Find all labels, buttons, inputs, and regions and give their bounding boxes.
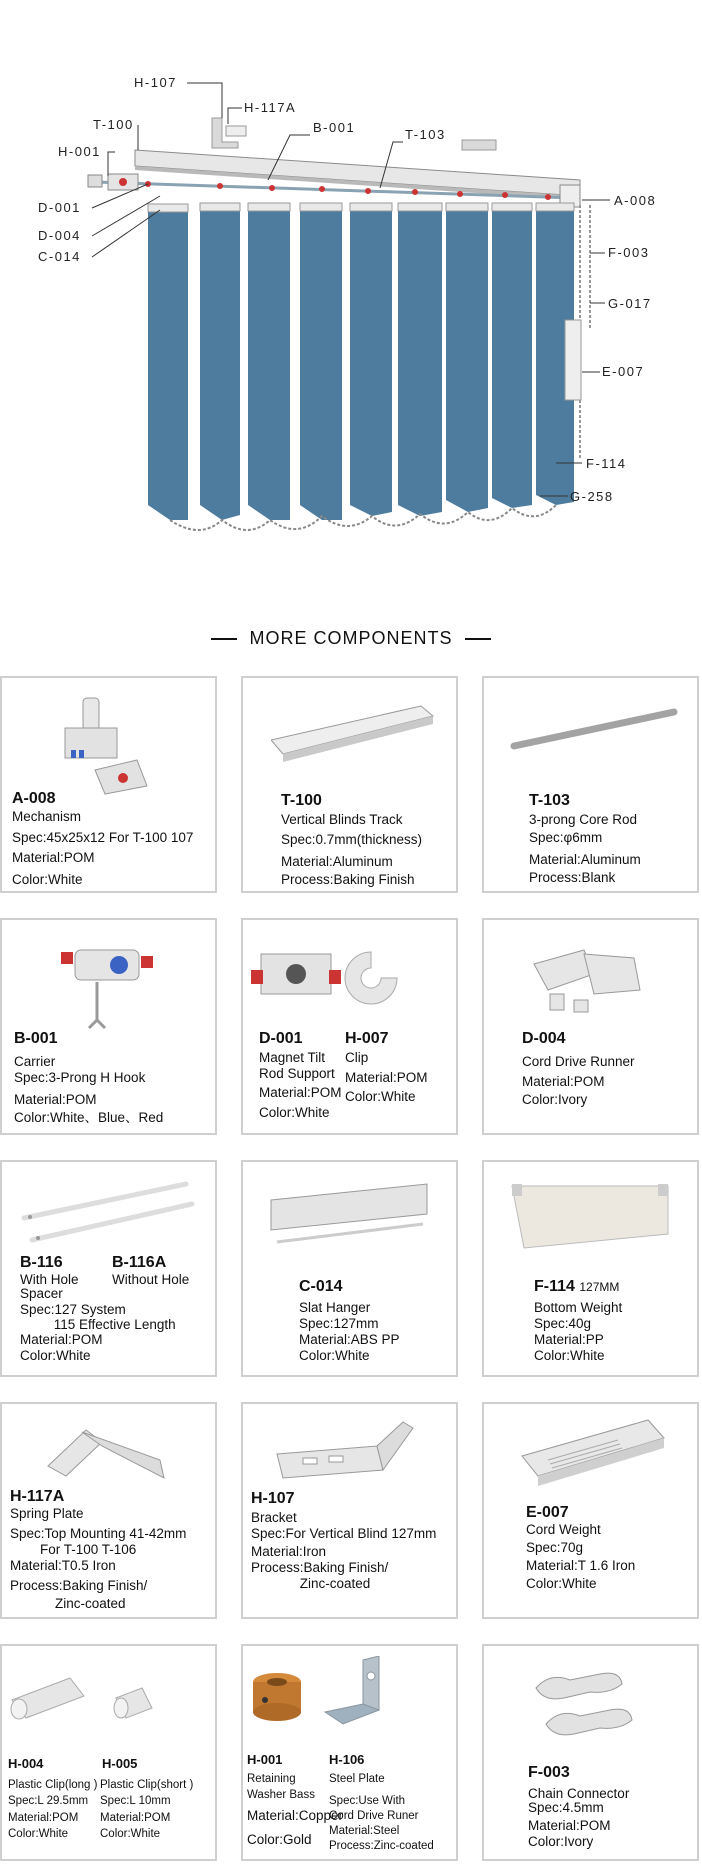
tilt-rod-support-image	[251, 940, 341, 1012]
plastic-clip-short-image	[110, 1678, 160, 1722]
component-card-h-004-h-005	[0, 1644, 217, 1861]
card-code: B-116	[20, 1254, 63, 1271]
card-line: Slat Hanger	[299, 1300, 371, 1315]
card-line: Spec:4.5mm	[528, 1800, 604, 1815]
label-e-007: E-007	[602, 364, 645, 379]
card-line: Vertical Blinds Track	[281, 812, 403, 827]
card-line: Spec:127mm	[299, 1316, 379, 1331]
card-line: Bracket	[251, 1510, 297, 1525]
card-line: Without Hole	[112, 1272, 190, 1287]
spring-plate-image	[42, 1416, 182, 1496]
card-line: Color:White	[299, 1348, 370, 1363]
card-code: H-107	[251, 1490, 295, 1507]
card-line: Spec:L 29.5mm	[8, 1795, 89, 1807]
label-d-004: D-004	[38, 228, 81, 243]
card-line: Color:Ivory	[522, 1092, 588, 1107]
component-card-a-008	[0, 676, 217, 893]
blind-assembly-illustration	[0, 0, 702, 600]
card-code-secondary: H-005	[102, 1756, 138, 1771]
card-line: Mechanism	[12, 809, 82, 824]
card-line: Material:POM	[8, 1812, 79, 1824]
mechanism-image	[57, 690, 157, 800]
label-c-014: C-014	[38, 249, 81, 264]
component-card-c-014	[241, 1160, 458, 1377]
component-card-e-007	[482, 1402, 699, 1619]
label-b-001: B-001	[313, 120, 356, 135]
card-line: Material:Steel	[329, 1825, 400, 1837]
card-line: Color:White	[8, 1828, 69, 1840]
clip-image	[341, 948, 401, 1008]
card-line: Process:Baking Finish	[281, 872, 415, 887]
card-code: A-008	[12, 790, 56, 807]
card-line: Spec:φ6mm	[529, 830, 603, 845]
cord-drive-runner-image	[524, 934, 654, 1024]
card-line: Spacer	[20, 1286, 63, 1301]
card-line: Spec:45x25x12 For T-100 107	[12, 830, 194, 845]
card-code: E-007	[526, 1504, 569, 1521]
card-size-suffix: 127MM	[579, 1280, 620, 1294]
component-card-d-001-h-007	[241, 918, 458, 1135]
label-h-001: H-001	[58, 144, 101, 159]
chain-connector-image	[530, 1664, 640, 1744]
card-line: Zinc-coated	[251, 1576, 371, 1591]
card-line: Cord Drive Runer	[329, 1810, 419, 1822]
card-line: Washer Bass	[247, 1789, 315, 1801]
card-line: Process:Zinc-coated	[329, 1840, 434, 1852]
card-line: 3-prong Core Rod	[529, 812, 638, 827]
component-card-b-116	[0, 1160, 217, 1377]
card-line: Spec:40g	[534, 1316, 592, 1331]
card-line: Color:Gold	[247, 1832, 312, 1847]
card-code: B-001	[14, 1030, 58, 1047]
card-line: Material:POM	[528, 1818, 611, 1833]
component-card-h-107	[241, 1402, 458, 1619]
card-code-secondary: H-106	[329, 1752, 365, 1767]
card-code: T-100	[281, 792, 322, 809]
card-line: Material:POM	[100, 1812, 171, 1824]
card-line: Color:White	[526, 1576, 597, 1591]
card-line: Material:POM	[20, 1332, 103, 1347]
section-title	[0, 628, 702, 649]
card-line: Clip	[345, 1050, 369, 1065]
card-line: Zinc-coated	[10, 1596, 126, 1611]
component-card-h-117a	[0, 1402, 217, 1619]
plastic-clip-long-image	[8, 1670, 88, 1720]
card-code-secondary: H-007	[345, 1030, 389, 1047]
label-f-003: F-003	[608, 245, 650, 260]
section-title-text: MORE COMPONENTS	[249, 628, 453, 648]
label-g-258: G-258	[570, 489, 614, 504]
card-code: H-004	[8, 1756, 44, 1771]
component-card-f-114	[482, 1160, 699, 1377]
card-line: Plastic Clip(short )	[100, 1779, 194, 1791]
spacer-image	[18, 1180, 198, 1250]
component-card-h-001-h-106	[241, 1644, 458, 1861]
card-line: Material:POM	[12, 850, 95, 865]
card-code: T-103	[529, 792, 570, 809]
card-line: Cord Weight	[526, 1522, 601, 1537]
card-line: Material:Aluminum	[281, 854, 393, 869]
card-line: Material:Iron	[251, 1544, 327, 1559]
label-g-017: G-017	[608, 296, 652, 311]
label-a-008: A-008	[614, 193, 657, 208]
card-line: Material:POM	[522, 1074, 605, 1089]
core-rod-image	[510, 706, 680, 756]
card-line: Color:White	[100, 1828, 161, 1840]
title-rule-left	[211, 638, 237, 640]
retaining-washer-image	[247, 1666, 307, 1726]
label-d-001: D-001	[38, 200, 81, 215]
bracket-image	[273, 1414, 423, 1494]
title-rule-right	[465, 638, 491, 640]
card-line: Spring Plate	[10, 1506, 84, 1521]
card-line: Carrier	[14, 1054, 56, 1069]
card-line: Material:Copper	[247, 1808, 344, 1823]
card-line: Plastic Clip(long )	[8, 1779, 98, 1791]
card-line: Material:POM	[345, 1070, 428, 1085]
card-line: Spec:70g	[526, 1540, 584, 1555]
slats	[148, 208, 574, 520]
card-line: Material:T 1.6 Iron	[526, 1558, 636, 1573]
card-line: Spec:127 System	[20, 1302, 126, 1317]
card-line: For T-100 T-106	[10, 1542, 137, 1557]
label-t-103: T-103	[405, 127, 446, 142]
track-image	[271, 700, 436, 770]
card-line: Spec:Use With	[329, 1795, 406, 1807]
card-code: H-001	[247, 1752, 283, 1767]
card-code	[534, 1278, 619, 1296]
card-code: D-001	[259, 1030, 303, 1047]
card-line: Steel Plate	[329, 1773, 385, 1785]
card-line: Retaining	[247, 1773, 296, 1785]
card-line: Color:White	[20, 1348, 91, 1363]
card-line: Cord Drive Runner	[522, 1054, 635, 1069]
card-line: Process:Blank	[529, 870, 616, 885]
card-line: Chain Connector	[528, 1786, 630, 1801]
component-card-d-004	[482, 918, 699, 1135]
card-code: C-014	[299, 1278, 343, 1295]
component-card-b-001	[0, 918, 217, 1135]
card-code: H-117A	[10, 1488, 65, 1505]
card-code-secondary: B-116A	[112, 1254, 167, 1271]
card-line: Material:PP	[534, 1332, 604, 1347]
slat-hanger-image	[267, 1180, 437, 1250]
card-line: Color:White	[534, 1348, 605, 1363]
carrier-image	[57, 930, 167, 1030]
card-code: F-003	[528, 1764, 570, 1781]
bottom-weight-image	[508, 1182, 678, 1252]
label-h-117a: H-117A	[244, 100, 297, 115]
card-line: Material:POM	[259, 1085, 342, 1100]
card-line: Material:T0.5 Iron	[10, 1558, 116, 1573]
component-card-t-100	[241, 676, 458, 893]
card-line: With Hole	[20, 1272, 79, 1287]
card-line: Rod Support	[259, 1066, 335, 1081]
card-line: 115 Effective Length	[20, 1317, 176, 1332]
card-line: Spec:Top Mounting 41-42mm	[10, 1526, 187, 1541]
card-line: Color:White	[259, 1105, 330, 1120]
card-line: Spec:L 10mm	[100, 1795, 171, 1807]
card-line: Color:White、Blue、Red	[14, 1110, 164, 1125]
card-line: Color:Ivory	[528, 1834, 594, 1849]
card-line: Process:Baking Finish/	[251, 1560, 389, 1575]
steel-plate-image	[323, 1656, 403, 1736]
card-line: Color:White	[12, 872, 83, 887]
card-line: Spec:0.7mm(thickness)	[281, 832, 423, 847]
vertical-blind-diagram	[0, 0, 702, 600]
card-line: Material:POM	[14, 1092, 97, 1107]
card-line: Bottom Weight	[534, 1300, 623, 1315]
card-line: Spec:For Vertical Blind 127mm	[251, 1526, 437, 1541]
card-code-text: F-114	[534, 1278, 575, 1295]
card-line: Process:Baking Finish/	[10, 1578, 148, 1593]
label-t-100: T-100	[93, 117, 134, 132]
card-line: Magnet Tilt	[259, 1050, 326, 1065]
card-code: D-004	[522, 1030, 566, 1047]
component-card-f-003	[482, 1644, 699, 1861]
label-h-107: H-107	[134, 75, 177, 90]
label-f-114: F-114	[586, 456, 627, 471]
card-line: Material:Aluminum	[529, 852, 641, 867]
component-card-t-103	[482, 676, 699, 893]
card-line: Material:ABS PP	[299, 1332, 400, 1347]
card-line: Color:White	[345, 1089, 416, 1104]
card-line: Spec:3-Prong H Hook	[14, 1070, 146, 1085]
cord-weight-image	[518, 1416, 668, 1496]
